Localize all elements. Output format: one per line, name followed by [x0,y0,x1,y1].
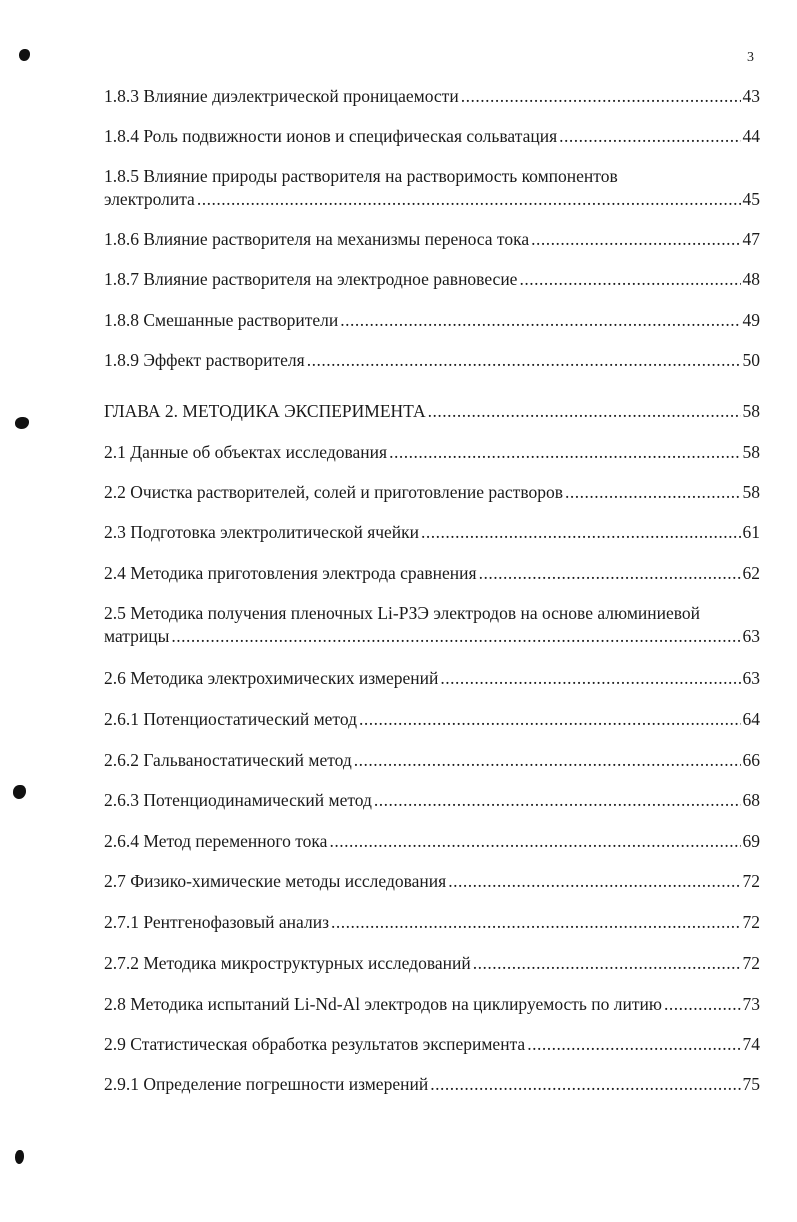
dot-leader [428,400,741,423]
toc-entry-title: 2.6 Методика электрохимических измерений [104,668,439,688]
toc-entry-page: 47 [742,229,760,249]
dot-leader [307,349,741,372]
dot-leader [479,562,741,585]
toc-entry [104,911,760,934]
dot-leader [197,188,741,211]
toc-entry-title: 2.9 Статистическая обработка результатов эксперимента [104,1034,526,1054]
dot-leader [359,708,741,731]
toc-entry-title: 2.7.2 Методика микроструктурных исследований [104,953,471,973]
toc-entry [104,562,760,585]
toc-entry-page: 64 [742,709,760,729]
toc-entry [104,165,760,211]
toc-entry-page: 58 [742,482,760,502]
scan-speck [15,417,29,429]
toc-entry-title-continuation: матрицы [104,626,170,646]
toc-entry-title: 2.8 Методика испытаний Li-Nd-Al электродов на циклируемость по литию [104,994,662,1014]
toc-entry-page: 45 [742,189,760,209]
toc-entry-page: 66 [742,750,760,770]
dot-leader [664,993,741,1016]
toc-entry [104,667,760,690]
toc-entry [104,708,760,731]
toc-entry [104,952,760,975]
toc-entry-title: 2.9.1 Определение погрешности измерений [104,1074,429,1094]
toc-entry [104,1033,760,1056]
toc-entry-page: 63 [742,668,760,688]
toc-entry-chapter [104,400,760,423]
dot-leader [430,1073,740,1096]
toc-entry [104,789,760,812]
toc-entry [104,125,760,148]
scan-speck [13,785,26,799]
toc-entry-title: 2.7 Физико-химические методы исследования [104,871,447,891]
toc-entry [104,481,760,504]
scan-speck [19,49,30,61]
toc-entry-page: 58 [742,401,760,421]
dot-leader [389,441,740,464]
toc-entry-title: 2.6.1 Потенциостатический метод [104,709,357,729]
toc-entry-title: ГЛАВА 2. МЕТОДИКА ЭКСПЕРИМЕНТА [104,401,426,421]
toc-entry-page: 74 [742,1034,760,1054]
toc-entry-page: 63 [742,626,760,646]
toc-entry-page: 73 [742,994,760,1014]
toc-entry [104,521,760,544]
toc-entry-page: 58 [742,442,760,462]
toc-entry-page: 75 [742,1074,760,1094]
dot-leader [565,481,741,504]
dot-leader [421,521,740,544]
toc-entry-title: 2.2 Очистка растворителей, солей и приготовление растворов [104,482,563,502]
toc-entry [104,85,760,108]
toc-entry [104,749,760,772]
toc-entry-title-continuation: электролита [104,189,195,209]
toc-entry-title: 2.6.3 Потенциодинамический метод [104,790,372,810]
toc-entry-page: 68 [742,790,760,810]
toc-entry-title: 1.8.6 Влияние растворителя на механизмы переноса тока [104,229,530,249]
toc-entry [104,870,760,893]
toc-entry-title: 1.8.5 Влияние природы растворителя на растворимость компонентов [104,166,618,186]
dot-leader [527,1033,740,1056]
toc-entry [104,268,760,291]
toc-entry-page: 50 [742,350,760,370]
toc-entry-page: 72 [742,871,760,891]
dot-leader [448,870,740,893]
toc-entry-page: 72 [742,912,760,932]
dot-leader [531,228,740,251]
toc-entry-page: 62 [742,563,760,583]
toc-entry-title: 2.3 Подготовка электролитической ячейки [104,522,420,542]
toc-entry-title: 2.6.2 Гальваностатический метод [104,750,352,770]
toc-entry [104,228,760,251]
toc-entry-title: 1.8.8 Смешанные растворители [104,310,339,330]
toc-entry [104,1073,760,1096]
toc-entry-title: 1.8.9 Эффект растворителя [104,350,305,370]
page-number: 3 [747,50,754,65]
dot-leader [461,85,741,108]
dot-leader [331,911,741,934]
toc-entry-page: 69 [742,831,760,851]
toc-entry-title: 2.4 Методика приготовления электрода сравнения [104,563,477,583]
scan-speck [15,1150,24,1164]
toc-entry-title: 2.1 Данные об объектах исследования [104,442,388,462]
toc-entry [104,993,760,1016]
toc-entry [104,349,760,372]
toc-entry [104,830,760,853]
toc-entry [104,309,760,332]
dot-leader [329,830,740,853]
dot-leader [440,667,740,690]
toc-entry-title: 1.8.4 Роль подвижности ионов и специфическая сольватация [104,126,558,146]
dot-leader [340,309,740,332]
dot-leader [354,749,741,772]
toc-entry-page: 43 [742,86,760,106]
toc-entry [104,441,760,464]
toc-entry-page: 49 [742,310,760,330]
toc-entry-page: 48 [742,269,760,289]
toc-entry-title: 1.8.7 Влияние растворителя на электродное равновесие [104,269,518,289]
dot-leader [473,952,741,975]
toc-entry-title: 2.7.1 Рентгенофазовый анализ [104,912,329,932]
dot-leader [374,789,741,812]
toc-entry-page: 44 [742,126,760,146]
toc-entry-page: 61 [742,522,760,542]
dot-leader [171,625,740,648]
dot-leader [559,125,740,148]
dot-leader [519,268,740,291]
toc-entry-title: 2.6.4 Метод переменного тока [104,831,328,851]
toc-entry-page: 72 [742,953,760,973]
toc-entry-title: 2.5 Методика получения пленочных Li-РЗЭ электродов на основе алюминиевой [104,603,701,623]
toc-entry-title: 1.8.3 Влияние диэлектрической проницаемости [104,86,459,106]
toc-entry [104,602,760,648]
